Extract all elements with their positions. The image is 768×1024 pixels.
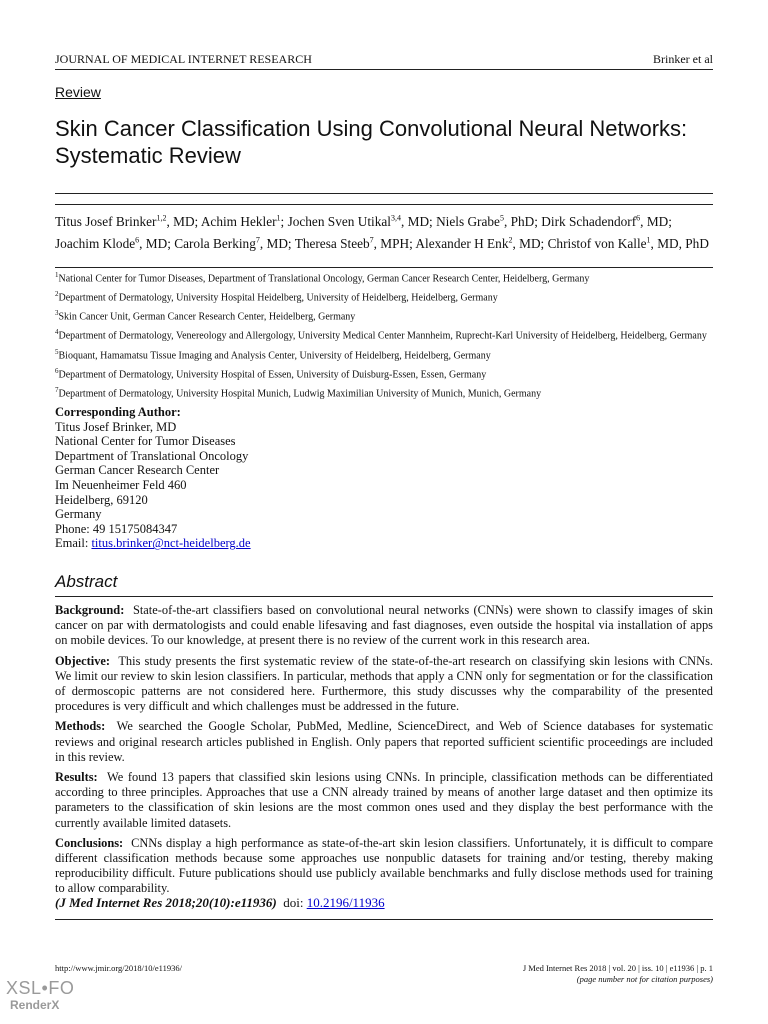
- author-name: Carola Berking: [174, 235, 256, 251]
- author-degree: , MD;: [139, 235, 175, 251]
- author-degree: , MD;: [166, 214, 201, 230]
- author-name: Theresa Steeb: [294, 235, 370, 251]
- abstract-section-text: We found 13 papers that classified skin lesions using CNNs. In principle, classification methods can be differentiated according to three principles. Approaches that use a CNN already trained by means of another large dataset and then optimize its parameters to the classification of skin lesions are the most common ones used and they display the best performance with the currently available limited datasets.: [55, 770, 713, 830]
- author: [201, 214, 288, 229]
- corresponding-name: Titus Josef Brinker, MD: [55, 419, 177, 434]
- author: [55, 214, 201, 229]
- abstract-heading: Abstract: [55, 572, 118, 591]
- author-affiliation-sup: 6: [636, 214, 641, 223]
- phone-line: Phone: 49 15175084347: [55, 521, 178, 536]
- affiliation: [55, 364, 713, 383]
- affiliation-number: 7: [55, 385, 59, 394]
- abstract-section-text: We searched the Google Scholar, PubMed, Medline, ScienceDirect, and Web of Science databases for systematic reviews and original research articles published in English. Only papers that reported sufficient scientific proceedings are included in this review.: [55, 719, 713, 764]
- author-name: Dirk Schadendorf: [541, 214, 637, 230]
- footer-info: [523, 963, 713, 985]
- affiliation-number: 1: [55, 271, 59, 279]
- corresponding-address: [55, 434, 251, 536]
- affiliation: [55, 383, 713, 402]
- abstract-section: [55, 836, 713, 897]
- author-name: Jochen Sven Utikal: [287, 214, 391, 230]
- doi-link[interactable]: 10.2196/11936: [306, 895, 385, 910]
- affiliation-number: 3: [55, 309, 59, 318]
- author-affiliation-sup: 5: [499, 214, 504, 223]
- affiliation: [55, 306, 713, 325]
- author-degree: , MD;: [640, 214, 672, 230]
- affiliation-text: Bioquant, Hamamatsu Tissue Imaging and Analysis Center, University of Heidelberg, Heidelberg, Germany: [58, 349, 491, 361]
- author: [541, 214, 672, 229]
- abstract-section: [55, 603, 713, 649]
- title-rule-top: [55, 193, 713, 194]
- abstract-body: [55, 603, 713, 902]
- author-name: Joachim Klode: [55, 235, 136, 251]
- author-affiliation-sup: 7: [255, 235, 260, 245]
- author: [55, 236, 174, 251]
- watermark-line-1: XSL•FO: [6, 978, 75, 998]
- author-degree: , MD;: [259, 235, 295, 251]
- affiliation-text: Skin Cancer Unit, German Cancer Research Center, Heidelberg, Germany: [58, 311, 356, 323]
- author-affiliation-sup: 1: [646, 235, 651, 245]
- abstract-section: [55, 654, 713, 715]
- abstract-section: [55, 770, 713, 831]
- author-degree: ;: [280, 214, 288, 230]
- abstract-section-text: This study presents the first systematic review of the state-of-the-art research on classifying skin lesions with CNNs. We limit our review to skin lesion classifiers. In particular, methods that apply a CNN only for segmentation or for the classification of dermoscopic patterns are not considered here. Furthermore, this study discusses why the comparability of the presented procedures is very difficult and which challenges must be addressed in the future.: [55, 653, 713, 714]
- affiliation: [55, 287, 713, 306]
- affiliation-text: National Center for Tumor Diseases, Department of Translational Oncology, German Cancer Research Center, Heidelberg, Germany: [58, 273, 590, 285]
- article-title: [55, 115, 713, 169]
- affiliation-number: 5: [55, 347, 59, 356]
- abstract-section-label: Methods:: [55, 719, 106, 734]
- address-line: National Center for Tumor Diseases: [55, 434, 236, 449]
- author: [415, 236, 547, 251]
- footer-url: http://www.jmir.org/2018/10/e11936/: [55, 963, 182, 973]
- author-degree: , MD, PhD: [650, 235, 709, 251]
- title-line-2: Systematic Review: [55, 143, 241, 168]
- affiliation-text: Department of Dermatology, University Hospital Munich, Ludwig Maximilian University of Munich, Munich, Germany: [58, 388, 542, 400]
- author-list: [55, 210, 713, 253]
- citation-rule: [55, 919, 713, 920]
- footer-volume: J Med Internet Res 2018 | vol. 20 | iss. 10 | e11936 | p. 1: [522, 963, 713, 973]
- author: [436, 214, 541, 229]
- abstract-section-text: State-of-the-art classifiers based on convolutional neural networks (CNNs) were shown to classify images of skin cancer on par with dermatologists and could enable lifesaving and fast diagnoses, even outside the hospital via installation of apps on mobile devices. To our knowledge, at present there is no review of the current work in this research area.: [55, 603, 713, 648]
- affiliation-text: Department of Dermatology, University Hospital of Essen, University of Duisburg-Essen, Essen, Germany: [58, 368, 487, 380]
- address-line: Department of Translational Oncology: [55, 448, 249, 463]
- author-affiliation-sup: 3,4: [390, 214, 401, 223]
- author-affiliation-sup: 6: [135, 235, 140, 245]
- abstract-rule: [55, 596, 713, 597]
- author-degree: , MPH;: [373, 235, 416, 251]
- address-line: Im Neuenheimer Feld 460: [55, 477, 187, 492]
- header-rule: [55, 69, 713, 70]
- affiliation: [55, 268, 713, 287]
- author-name: Niels Grabe: [436, 214, 500, 230]
- affiliation: [55, 325, 713, 344]
- renderx-watermark: [6, 978, 74, 1012]
- corresponding-author: [55, 405, 251, 551]
- citation-ref: (J Med Internet Res 2018;20(10):e11936): [55, 895, 277, 910]
- address-line: Heidelberg, 69120: [55, 492, 148, 507]
- affiliation-number: 4: [55, 328, 59, 337]
- address-line: Germany: [55, 507, 102, 522]
- author-name: Achim Hekler: [200, 214, 277, 230]
- author: [295, 236, 416, 251]
- abstract-section-label: Background:: [55, 603, 125, 617]
- author-degree: , MD;: [512, 235, 548, 251]
- journal-name: JOURNAL OF MEDICAL INTERNET RESEARCH: [55, 52, 312, 66]
- author-name: Titus Josef Brinker: [55, 214, 157, 230]
- abstract-section-label: Objective:: [55, 653, 111, 668]
- author-name: Christof von Kalle: [547, 235, 647, 251]
- author-degree: , MD;: [400, 214, 437, 230]
- author-affiliation-sup: 2: [508, 235, 513, 245]
- watermark-line-2: RenderX: [10, 998, 60, 1012]
- abstract-section-label: Results:: [55, 770, 98, 785]
- author: [288, 214, 437, 229]
- affiliation-text: Department of Dermatology, University Hospital Heidelberg, University of Heidelberg, Heidelberg, Germany: [58, 292, 498, 304]
- affiliation-number: 6: [55, 366, 59, 375]
- author-affiliation-sup: 1: [276, 214, 281, 223]
- author-name: Alexander H Enk: [415, 235, 509, 251]
- author-affiliation-sup: 7: [369, 235, 374, 245]
- affiliation-list: [55, 268, 713, 402]
- email-line: [55, 536, 251, 551]
- citation: [55, 895, 385, 911]
- author: [174, 236, 294, 251]
- email-label: Email:: [55, 536, 92, 551]
- running-author: Brinker et al: [653, 52, 713, 66]
- corresponding-label: Corresponding Author:: [55, 405, 181, 419]
- title-rule-bottom: [55, 204, 713, 205]
- abstract-section-label: Conclusions:: [55, 835, 124, 850]
- abstract-section-text: CNNs display a high performance as state-of-the-art skin lesion classifiers. Unfortunately, it is difficult to compare different classification methods because some approaches use nonpublic datasets for training and/or testing, thereby making reproducibility difficult. Future publications should use publicly available benchmarks and fully disclose methods used for training to allow comparability.: [55, 835, 713, 896]
- affiliation-number: 2: [55, 290, 59, 299]
- footer-note: (page number not for citation purposes): [576, 974, 713, 984]
- article-type[interactable]: Review: [55, 84, 101, 100]
- address-line: German Cancer Research Center: [55, 463, 220, 478]
- doi-label: doi:: [283, 895, 304, 910]
- author-affiliation-sup: 1,2: [156, 214, 167, 223]
- running-header: [55, 52, 713, 67]
- title-line-1: Skin Cancer Classification Using Convolutional Neural Networks:: [55, 116, 688, 141]
- affiliation: [55, 345, 713, 364]
- author: [548, 236, 709, 251]
- author-degree: , PhD;: [503, 214, 542, 230]
- abstract-section: [55, 719, 713, 765]
- email-link[interactable]: titus.brinker@nct-heidelberg.de: [91, 536, 251, 551]
- affiliation-text: Department of Dermatology, Venereology and Allergology, University Medical Center Mannheim, Ruprecht-Karl University of Heidelberg, Heidelberg, Germany: [58, 330, 707, 342]
